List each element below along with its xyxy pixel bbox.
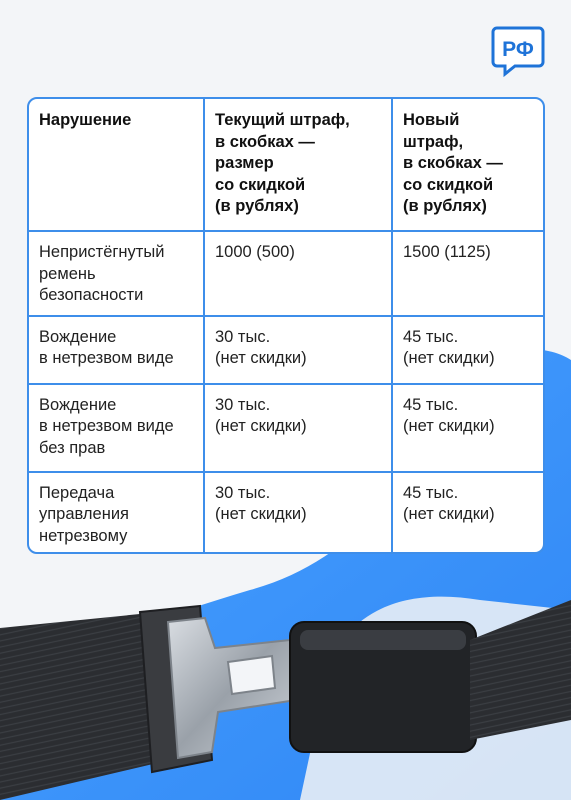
cell-violation: Передача управления нетрезвому (29, 472, 204, 555)
table-row (29, 316, 543, 384)
cell-new-fine: 45 тыс. (нет скидки) (392, 316, 543, 384)
table-row (29, 231, 543, 316)
table-row (29, 472, 543, 555)
cell-violation: Непристёгнутый ремень безопасности (29, 231, 204, 316)
svg-text:РФ: РФ (502, 38, 534, 61)
header-current-fine: Текущий штраф, в скобках — размер со скидкой (в рублях) (204, 99, 392, 231)
cell-new-fine: 1500 (1125) (392, 231, 543, 316)
cell-violation: Вождение в нетрезвом виде без прав (29, 384, 204, 472)
table-header-row (29, 99, 543, 231)
cell-current-fine: 30 тыс. (нет скидки) (204, 384, 392, 472)
cell-current-fine: 30 тыс. (нет скидки) (204, 316, 392, 384)
table-row (29, 384, 543, 472)
tongue-slot (228, 656, 275, 694)
cell-current-fine: 1000 (500) (204, 231, 392, 316)
header-violation: Нарушение (29, 99, 204, 231)
fines-table (29, 99, 543, 554)
buckle-highlight (300, 630, 466, 650)
cell-current-fine: 30 тыс. (нет скидки) (204, 472, 392, 555)
rf-logo-icon (491, 24, 545, 78)
cell-new-fine: 45 тыс. (нет скидки) (392, 384, 543, 472)
fines-table-card (27, 97, 545, 554)
cell-new-fine: 45 тыс. (нет скидки) (403, 483, 495, 523)
cell-violation: Вождение в нетрезвом виде (29, 316, 204, 384)
header-new-fine: Новый штраф, в скобках — со скидкой (в рублях) (392, 99, 543, 231)
